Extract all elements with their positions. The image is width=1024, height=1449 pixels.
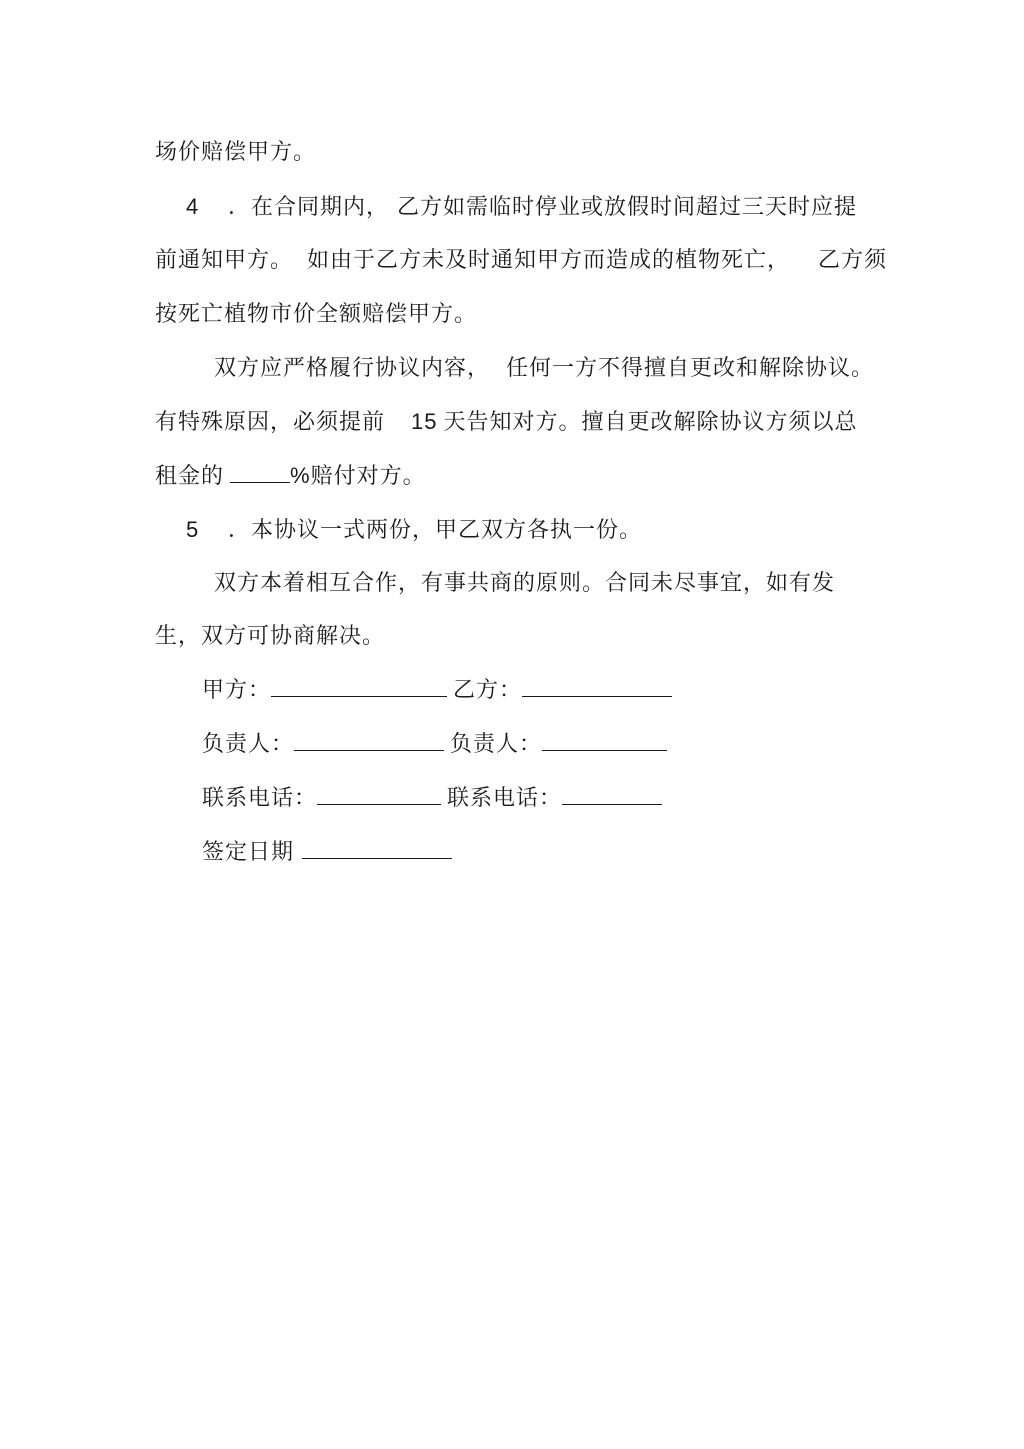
text: 租金的 [155, 464, 225, 489]
clause-4-line-3 [155, 300, 477, 330]
label: 甲方： [202, 678, 272, 703]
text: 按死亡植物市价全额赔偿甲方。 [155, 302, 478, 327]
label: 负责人： [450, 732, 543, 757]
text: 双方应严格履行协议内容， [214, 356, 491, 381]
text: 天告知对方。擅自更改解除协议方须以总 [443, 410, 858, 435]
signature-row-person [202, 730, 667, 760]
paragraph-line [214, 569, 835, 599]
text: ．本协议一式两份，甲乙双方各执一份。 [228, 518, 643, 543]
text: 前通知甲方。 [155, 248, 294, 273]
text: 有特殊原因，必须提前 [155, 410, 386, 435]
label: 负责人： [202, 732, 295, 757]
text: 场价赔偿甲方。 [155, 140, 317, 165]
party-a-blank [271, 676, 447, 697]
label: 签定日期 [202, 840, 295, 865]
text: % [290, 463, 311, 488]
paragraph-line [155, 461, 426, 492]
text: 15 [411, 409, 438, 434]
date-blank [302, 838, 452, 859]
text: 赔付对方。 [310, 464, 426, 489]
clause-4-line-2 [155, 246, 887, 276]
person-a-blank [294, 730, 444, 751]
text: 乙方须 [818, 248, 888, 273]
text: 双方本着相互合作，有事共商的原则。合同未尽事宜，如有发 [214, 571, 836, 596]
person-b-blank [542, 730, 667, 751]
label: 联系电话： [447, 786, 563, 811]
text: 乙方如需临时停业或放假时间超过三天时应提 [397, 195, 858, 220]
signature-row-date [202, 838, 452, 868]
phone-a-blank [317, 784, 441, 805]
text: ．在合同期内， [228, 195, 390, 220]
clause-number: 5 [186, 517, 200, 542]
signature-row-phone [202, 784, 662, 814]
blank-line [230, 462, 290, 483]
paragraph-line [155, 407, 858, 438]
paragraph-line [214, 354, 874, 384]
text: 生，双方可协商解决。 [155, 624, 386, 649]
clause-4-line-1 [186, 192, 857, 223]
paragraph-line [155, 622, 385, 652]
text: 如由于乙方未及时通知甲方而造成的植物死亡， [307, 248, 791, 273]
paragraph-line [155, 138, 316, 168]
text: 任何一方不得擅自更改和解除协议。 [506, 356, 875, 381]
phone-b-blank [562, 784, 662, 805]
party-b-blank [522, 676, 672, 697]
clause-5-line [186, 515, 642, 546]
clause-number: 4 [186, 194, 200, 219]
label: 联系电话： [202, 786, 318, 811]
signature-row-party [202, 676, 672, 706]
label: 乙方： [453, 678, 523, 703]
